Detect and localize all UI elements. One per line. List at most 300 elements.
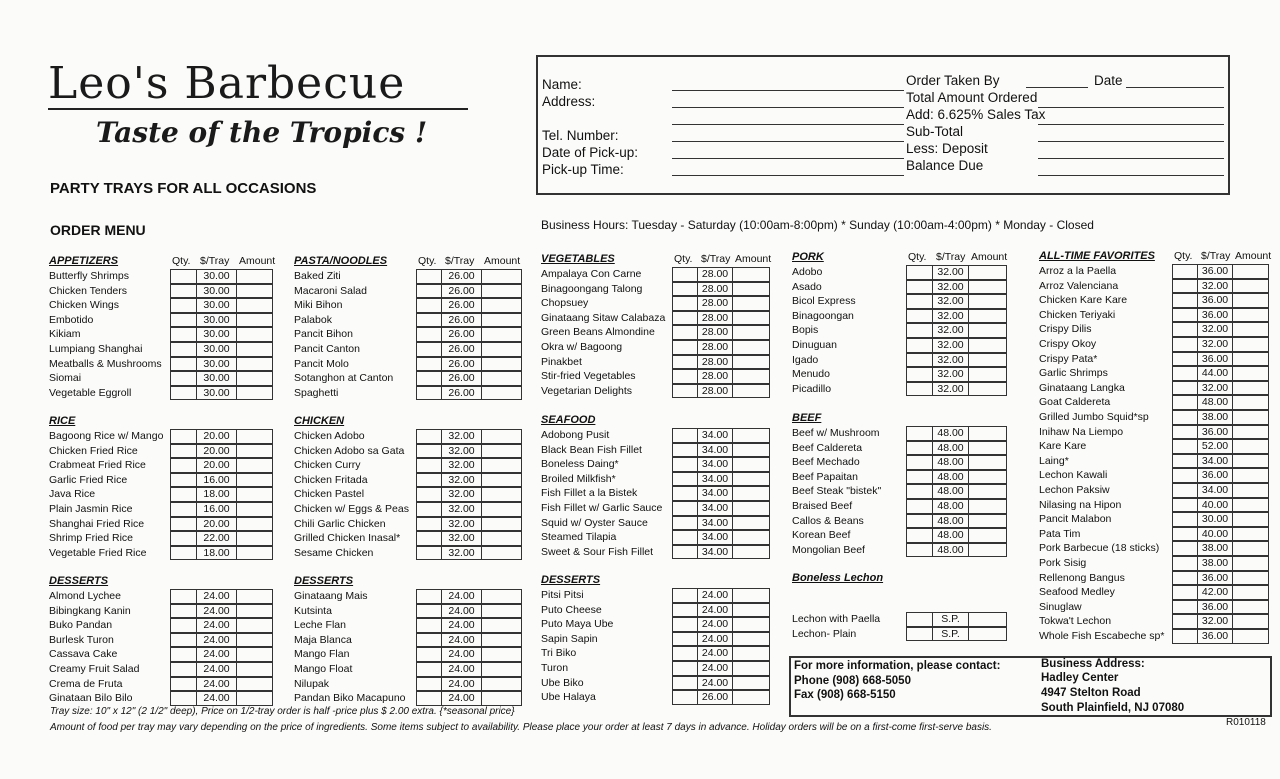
amount-cell[interactable] xyxy=(482,342,522,357)
qty-cell[interactable] xyxy=(170,298,196,313)
qty-cell[interactable] xyxy=(416,444,441,459)
amount-cell[interactable] xyxy=(237,633,273,648)
amount-cell[interactable] xyxy=(482,647,522,662)
amount-cell[interactable] xyxy=(733,530,770,545)
item-name: Binagoongang Talong xyxy=(541,282,643,295)
qty-cell[interactable] xyxy=(906,470,932,485)
qty-cell[interactable] xyxy=(170,371,196,386)
qty-cell[interactable] xyxy=(1172,439,1197,454)
qty-cell[interactable] xyxy=(170,647,196,662)
price-cell: 24.00 xyxy=(196,677,237,692)
amount-cell[interactable] xyxy=(969,441,1007,456)
amount-cell[interactable] xyxy=(733,661,770,676)
qty-cell[interactable] xyxy=(906,528,932,543)
qty-cell[interactable] xyxy=(1172,614,1197,629)
item-name: Leche Flan xyxy=(294,619,346,632)
qty-cell[interactable] xyxy=(672,617,697,632)
qty-cell[interactable] xyxy=(416,487,441,502)
amount-cell[interactable] xyxy=(969,484,1007,499)
amount-cell[interactable] xyxy=(482,531,522,546)
qty-cell[interactable] xyxy=(170,458,196,473)
qty-cell[interactable] xyxy=(1172,541,1197,556)
price-cell: 26.00 xyxy=(441,269,482,284)
qty-cell[interactable] xyxy=(672,545,697,560)
qty-cell[interactable] xyxy=(672,501,697,516)
price-cell: 48.00 xyxy=(932,470,969,485)
qty-cell[interactable] xyxy=(672,340,697,355)
amount-cell[interactable] xyxy=(1233,381,1269,396)
qty-cell[interactable] xyxy=(170,357,196,372)
qty-cell[interactable] xyxy=(170,662,196,677)
qty-cell[interactable] xyxy=(416,357,441,372)
qty-cell[interactable] xyxy=(1172,410,1197,425)
qty-cell[interactable] xyxy=(416,662,441,677)
qty-cell[interactable] xyxy=(1172,279,1197,294)
qty-cell[interactable] xyxy=(170,386,196,401)
qty-cell[interactable] xyxy=(672,516,697,531)
amount-cell[interactable] xyxy=(482,357,522,372)
amount-cell[interactable] xyxy=(733,282,770,297)
qty-cell[interactable] xyxy=(906,441,932,456)
qty-cell[interactable] xyxy=(906,353,932,368)
qty-cell[interactable] xyxy=(1172,600,1197,615)
item-name: Ginataang Langka xyxy=(1039,381,1125,394)
amount-cell[interactable] xyxy=(1233,366,1269,381)
qty-cell[interactable] xyxy=(672,632,697,647)
deposit-field[interactable] xyxy=(1038,158,1224,159)
qty-cell[interactable] xyxy=(170,284,196,299)
amount-cell[interactable] xyxy=(1233,337,1269,352)
amount-cell[interactable] xyxy=(733,355,770,370)
amount-cell[interactable] xyxy=(482,313,522,328)
qty-cell[interactable] xyxy=(170,502,196,517)
item-name: Chicken Curry xyxy=(294,459,361,472)
qty-cell[interactable] xyxy=(170,691,196,706)
amount-cell[interactable] xyxy=(969,426,1007,441)
amount-cell[interactable] xyxy=(733,588,770,603)
qty-cell[interactable] xyxy=(416,429,441,444)
qty-cell[interactable] xyxy=(1172,308,1197,323)
amount-cell[interactable] xyxy=(482,284,522,299)
price-cell: 36.00 xyxy=(1197,352,1233,367)
qty-cell[interactable] xyxy=(416,618,441,633)
qty-cell[interactable] xyxy=(672,472,697,487)
amount-cell[interactable] xyxy=(482,691,522,706)
amount-cell[interactable] xyxy=(969,280,1007,295)
amount-cell[interactable] xyxy=(237,357,273,372)
qty-cell[interactable] xyxy=(672,443,697,458)
item-name: Pinakbet xyxy=(541,355,582,368)
amount-cell[interactable] xyxy=(1233,614,1269,629)
qty-cell[interactable] xyxy=(416,269,441,284)
amount-cell[interactable] xyxy=(237,618,273,633)
amount-cell[interactable] xyxy=(237,269,273,284)
amount-cell[interactable] xyxy=(482,589,522,604)
amount-cell[interactable] xyxy=(482,604,522,619)
qty-cell[interactable] xyxy=(672,355,697,370)
amount-cell[interactable] xyxy=(733,472,770,487)
price-cell: 36.00 xyxy=(1197,468,1233,483)
pickup-date-field[interactable] xyxy=(672,158,904,159)
amount-cell[interactable] xyxy=(237,458,273,473)
item-name: Korean Beef xyxy=(792,529,851,542)
amount-cell[interactable] xyxy=(1233,279,1269,294)
item-name: Shanghai Fried Rice xyxy=(49,517,145,530)
price-cell: 28.00 xyxy=(697,340,733,355)
amount-cell[interactable] xyxy=(733,676,770,691)
amount-cell[interactable] xyxy=(1233,454,1269,469)
qty-cell[interactable] xyxy=(906,543,932,558)
qty-header: Qty. xyxy=(418,255,437,267)
amount-cell[interactable] xyxy=(1233,483,1269,498)
sales-tax-field[interactable] xyxy=(1038,124,1224,125)
price-cell: 36.00 xyxy=(1197,425,1233,440)
amount-cell[interactable] xyxy=(733,646,770,661)
amount-cell[interactable] xyxy=(733,690,770,705)
amount-cell[interactable] xyxy=(1233,425,1269,440)
section-title: APPETIZERS xyxy=(49,255,119,267)
amount-cell[interactable] xyxy=(482,502,522,517)
amount-cell[interactable] xyxy=(237,677,273,692)
amount-cell[interactable] xyxy=(237,327,273,342)
amount-cell[interactable] xyxy=(237,604,273,619)
pickup-time-field[interactable] xyxy=(672,175,904,176)
order-taken-field[interactable] xyxy=(1026,87,1088,88)
amount-cell[interactable] xyxy=(482,327,522,342)
amount-cell[interactable] xyxy=(969,265,1007,280)
amount-cell[interactable] xyxy=(1233,556,1269,571)
amount-cell[interactable] xyxy=(237,313,273,328)
qty-cell[interactable] xyxy=(1172,556,1197,571)
qty-cell[interactable] xyxy=(1172,483,1197,498)
amount-cell[interactable] xyxy=(1233,498,1269,513)
qty-cell[interactable] xyxy=(170,677,196,692)
qty-cell[interactable] xyxy=(416,531,441,546)
address-field[interactable] xyxy=(672,107,904,108)
amount-cell[interactable] xyxy=(237,487,273,502)
amount-cell[interactable] xyxy=(1233,585,1269,600)
amount-cell[interactable] xyxy=(733,267,770,282)
qty-cell[interactable] xyxy=(906,309,932,324)
amount-cell[interactable] xyxy=(969,323,1007,338)
qty-cell[interactable] xyxy=(170,589,196,604)
qty-cell[interactable] xyxy=(416,342,441,357)
qty-cell[interactable] xyxy=(416,546,441,561)
qty-cell[interactable] xyxy=(416,313,441,328)
price-cell: 48.00 xyxy=(932,455,969,470)
amount-cell[interactable] xyxy=(482,371,522,386)
item-name: Chicken Tenders xyxy=(49,284,128,297)
price-cell: 24.00 xyxy=(697,632,733,647)
amount-cell[interactable] xyxy=(237,546,273,561)
qty-cell[interactable] xyxy=(170,633,196,648)
qty-cell[interactable] xyxy=(672,457,697,472)
qty-cell[interactable] xyxy=(416,677,441,692)
qty-cell[interactable] xyxy=(906,612,932,627)
qty-cell[interactable] xyxy=(1172,571,1197,586)
amount-cell[interactable] xyxy=(733,545,770,560)
qty-cell[interactable] xyxy=(416,604,441,619)
amount-cell[interactable] xyxy=(733,296,770,311)
qty-cell[interactable] xyxy=(906,499,932,514)
amount-cell[interactable] xyxy=(733,428,770,443)
amount-cell[interactable] xyxy=(482,269,522,284)
price-cell: 34.00 xyxy=(697,486,733,501)
price-cell: 40.00 xyxy=(1197,498,1233,513)
amount-cell[interactable] xyxy=(733,617,770,632)
qty-cell[interactable] xyxy=(416,633,441,648)
price-cell: 24.00 xyxy=(697,646,733,661)
amount-cell[interactable] xyxy=(482,662,522,677)
date-field[interactable] xyxy=(1126,87,1224,88)
qty-cell[interactable] xyxy=(170,531,196,546)
amount-cell[interactable] xyxy=(969,455,1007,470)
amount-header: Amount xyxy=(735,253,772,265)
amount-cell[interactable] xyxy=(733,501,770,516)
item-name: Stir-fried Vegetables xyxy=(541,370,636,383)
qty-cell[interactable] xyxy=(170,444,196,459)
qty-cell[interactable] xyxy=(1172,425,1197,440)
amount-cell[interactable] xyxy=(1233,439,1269,454)
amount-cell[interactable] xyxy=(237,386,273,401)
amount-cell[interactable] xyxy=(237,691,273,706)
item-name: Lumpiang Shanghai xyxy=(49,343,143,355)
balance-field[interactable] xyxy=(1038,175,1224,176)
amount-cell[interactable] xyxy=(1233,512,1269,527)
amount-cell[interactable] xyxy=(733,443,770,458)
total-amount-field[interactable] xyxy=(1038,107,1224,108)
qty-cell[interactable] xyxy=(170,473,196,488)
amount-cell[interactable] xyxy=(482,444,522,459)
amount-cell[interactable] xyxy=(733,603,770,618)
amount-cell[interactable] xyxy=(1233,308,1269,323)
qty-cell[interactable] xyxy=(906,265,932,280)
amount-cell[interactable] xyxy=(1233,410,1269,425)
amount-cell[interactable] xyxy=(237,662,273,677)
amount-cell[interactable] xyxy=(1233,264,1269,279)
amount-cell[interactable] xyxy=(969,543,1007,558)
amount-cell[interactable] xyxy=(482,677,522,692)
price-cell: 28.00 xyxy=(697,296,733,311)
qty-cell[interactable] xyxy=(416,298,441,313)
amount-cell[interactable] xyxy=(482,546,522,561)
qty-cell[interactable] xyxy=(1172,454,1197,469)
qty-cell[interactable] xyxy=(416,284,441,299)
amount-cell[interactable] xyxy=(482,458,522,473)
price-cell: 44.00 xyxy=(1197,366,1233,381)
qty-cell[interactable] xyxy=(416,647,441,662)
amount-cell[interactable] xyxy=(237,589,273,604)
amount-cell[interactable] xyxy=(969,499,1007,514)
amount-cell[interactable] xyxy=(733,632,770,647)
qty-cell[interactable] xyxy=(170,327,196,342)
qty-cell[interactable] xyxy=(672,603,697,618)
qty-cell[interactable] xyxy=(1172,352,1197,367)
qty-cell[interactable] xyxy=(672,267,697,282)
price-cell: 30.00 xyxy=(196,313,237,328)
qty-cell[interactable] xyxy=(170,604,196,619)
amount-cell[interactable] xyxy=(733,486,770,501)
contact-fax: Fax (908) 668-5150 xyxy=(794,689,896,701)
qty-cell[interactable] xyxy=(672,325,697,340)
qty-cell[interactable] xyxy=(672,486,697,501)
qty-cell[interactable] xyxy=(170,313,196,328)
amount-cell[interactable] xyxy=(482,298,522,313)
qty-cell[interactable] xyxy=(672,661,697,676)
qty-cell[interactable] xyxy=(416,458,441,473)
amount-cell[interactable] xyxy=(969,612,1007,627)
qty-cell[interactable] xyxy=(906,280,932,295)
amount-cell[interactable] xyxy=(733,340,770,355)
qty-cell[interactable] xyxy=(170,487,196,502)
amount-cell[interactable] xyxy=(237,284,273,299)
address-field-2[interactable] xyxy=(672,124,904,125)
qty-cell[interactable] xyxy=(170,269,196,284)
qty-cell[interactable] xyxy=(170,546,196,561)
qty-cell[interactable] xyxy=(1172,629,1197,644)
qty-cell[interactable] xyxy=(906,367,932,382)
price-cell: 26.00 xyxy=(441,298,482,313)
qty-cell[interactable] xyxy=(416,502,441,517)
qty-cell[interactable] xyxy=(906,627,932,642)
qty-cell[interactable] xyxy=(1172,381,1197,396)
qty-cell[interactable] xyxy=(672,588,697,603)
amount-cell[interactable] xyxy=(237,531,273,546)
qty-cell[interactable] xyxy=(416,517,441,532)
amount-cell[interactable] xyxy=(237,429,273,444)
amount-cell[interactable] xyxy=(969,338,1007,353)
qty-cell[interactable] xyxy=(672,311,697,326)
qty-cell[interactable] xyxy=(416,371,441,386)
qty-cell[interactable] xyxy=(1172,527,1197,542)
qty-cell[interactable] xyxy=(1172,395,1197,410)
amount-cell[interactable] xyxy=(969,627,1007,642)
amount-cell[interactable] xyxy=(969,528,1007,543)
qty-cell[interactable] xyxy=(906,514,932,529)
qty-cell[interactable] xyxy=(416,691,441,706)
amount-cell[interactable] xyxy=(1233,571,1269,586)
amount-cell[interactable] xyxy=(1233,352,1269,367)
amount-cell[interactable] xyxy=(733,369,770,384)
qty-cell[interactable] xyxy=(1172,498,1197,513)
qty-cell[interactable] xyxy=(1172,512,1197,527)
qty-cell[interactable] xyxy=(672,676,697,691)
qty-cell[interactable] xyxy=(672,428,697,443)
amount-cell[interactable] xyxy=(733,516,770,531)
qty-cell[interactable] xyxy=(906,426,932,441)
amount-cell[interactable] xyxy=(1233,322,1269,337)
amount-cell[interactable] xyxy=(237,473,273,488)
qty-cell[interactable] xyxy=(170,517,196,532)
qty-cell[interactable] xyxy=(672,690,697,705)
qty-cell[interactable] xyxy=(672,530,697,545)
amount-cell[interactable] xyxy=(1233,293,1269,308)
qty-cell[interactable] xyxy=(416,386,441,401)
amount-cell[interactable] xyxy=(482,487,522,502)
qty-cell[interactable] xyxy=(906,484,932,499)
qty-cell[interactable] xyxy=(906,323,932,338)
amount-cell[interactable] xyxy=(237,444,273,459)
amount-cell[interactable] xyxy=(237,502,273,517)
qty-cell[interactable] xyxy=(672,296,697,311)
qty-cell[interactable] xyxy=(170,429,196,444)
qty-cell[interactable] xyxy=(672,369,697,384)
qty-cell[interactable] xyxy=(416,589,441,604)
amount-cell[interactable] xyxy=(237,342,273,357)
qty-cell[interactable] xyxy=(906,455,932,470)
qty-cell[interactable] xyxy=(1172,264,1197,279)
amount-cell[interactable] xyxy=(237,371,273,386)
qty-cell[interactable] xyxy=(906,382,932,397)
amount-cell[interactable] xyxy=(969,382,1007,397)
amount-cell[interactable] xyxy=(482,386,522,401)
amount-cell[interactable] xyxy=(969,294,1007,309)
qty-cell[interactable] xyxy=(672,384,697,399)
item-name: Dinuguan xyxy=(792,339,837,351)
item-name: Mongolian Beef xyxy=(792,543,865,556)
qty-cell[interactable] xyxy=(906,338,932,353)
qty-cell[interactable] xyxy=(672,646,697,661)
subtotal-field[interactable] xyxy=(1038,141,1224,142)
tel-field[interactable] xyxy=(672,141,904,142)
qty-cell[interactable] xyxy=(170,342,196,357)
amount-cell[interactable] xyxy=(237,298,273,313)
qty-cell[interactable] xyxy=(906,294,932,309)
amount-cell[interactable] xyxy=(1233,629,1269,644)
amount-cell[interactable] xyxy=(482,633,522,648)
amount-cell[interactable] xyxy=(482,429,522,444)
amount-cell[interactable] xyxy=(733,311,770,326)
amount-cell[interactable] xyxy=(237,647,273,662)
item-name: Lechon- Plain xyxy=(792,627,857,640)
amount-cell[interactable] xyxy=(482,473,522,488)
amount-cell[interactable] xyxy=(969,309,1007,324)
amount-cell[interactable] xyxy=(237,517,273,532)
price-cell: 34.00 xyxy=(697,501,733,516)
amount-cell[interactable] xyxy=(1233,527,1269,542)
amount-cell[interactable] xyxy=(733,325,770,340)
qty-cell[interactable] xyxy=(416,327,441,342)
amount-cell[interactable] xyxy=(1233,468,1269,483)
qty-cell[interactable] xyxy=(1172,585,1197,600)
price-cell: 16.00 xyxy=(196,473,237,488)
amount-cell[interactable] xyxy=(1233,541,1269,556)
amount-cell[interactable] xyxy=(1233,600,1269,615)
amount-cell[interactable] xyxy=(969,470,1007,485)
qty-cell[interactable] xyxy=(416,473,441,488)
amount-cell[interactable] xyxy=(733,457,770,472)
qty-cell[interactable] xyxy=(170,618,196,633)
amount-cell[interactable] xyxy=(1233,395,1269,410)
qty-cell[interactable] xyxy=(1172,468,1197,483)
qty-cell[interactable] xyxy=(672,282,697,297)
price-cell: 48.00 xyxy=(932,441,969,456)
amount-cell[interactable] xyxy=(482,517,522,532)
qty-cell[interactable] xyxy=(1172,322,1197,337)
qty-cell[interactable] xyxy=(1172,293,1197,308)
section-title: CHICKEN xyxy=(294,415,345,427)
price-cell: 48.00 xyxy=(932,543,969,558)
qty-cell[interactable] xyxy=(1172,337,1197,352)
price-cell: 32.00 xyxy=(1197,322,1233,337)
amount-cell[interactable] xyxy=(969,514,1007,529)
name-field[interactable] xyxy=(672,90,904,91)
amount-cell[interactable] xyxy=(482,618,522,633)
qty-cell[interactable] xyxy=(1172,366,1197,381)
amount-cell[interactable] xyxy=(733,384,770,399)
amount-cell[interactable] xyxy=(969,353,1007,368)
amount-cell[interactable] xyxy=(969,367,1007,382)
